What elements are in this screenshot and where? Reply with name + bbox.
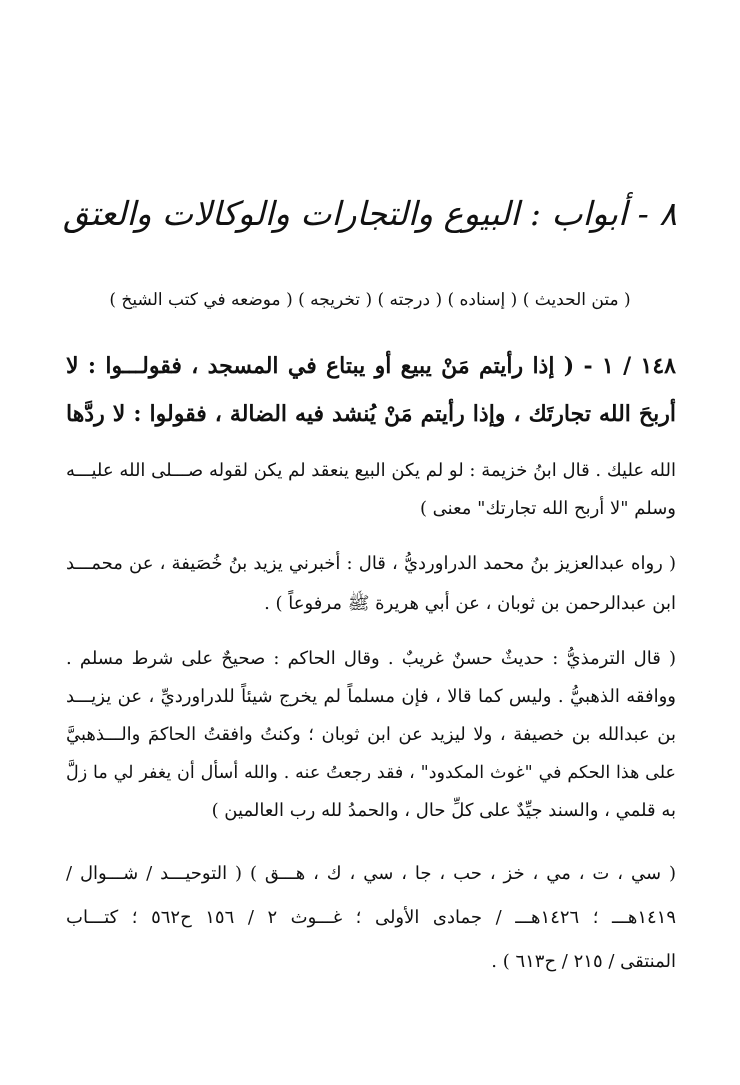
grading-line: ووافقه الذهبيُّ . وليس كما قالا ، فإن مسلماً لم يخرج شيئاً للدراورديِّ ، عن يزيـــد bbox=[66, 686, 676, 707]
chapter-title: ٨ - أبواب : البيوع والتجارات والوكالات والعتق bbox=[62, 194, 677, 233]
hadith-note-line: الله عليك . قال ابنُ خزيمة : لو لم يكن البيع ينعقد لم يكن لقوله صـــلى الله عليـــه bbox=[66, 460, 676, 481]
grading-line: ( قال الترمذيُّ : حديثٌ حسنٌ غريبٌ . وقال الحاكم : صحيحٌ على شرط مسلم . bbox=[66, 648, 676, 669]
grading-line: به قلمي ، والسند جيِّدٌ على كلِّ حال ، والحمدُ لله رب العالمين ) bbox=[211, 800, 676, 821]
column-legend: ( متن الحديث ) ( إسناده ) ( درجته ) ( تخريجه ) ( موضعه في كتب الشيخ ) bbox=[109, 290, 631, 310]
hadith-text bbox=[66, 342, 676, 438]
narration-line: ابن عبدالرحمن بن ثوبان ، عن أبي هريرة ﷺ مرفوعاً ) . bbox=[264, 593, 676, 614]
hadith-text-line: أربحَ الله تجارتَك ، وإذا رأيتم مَنْ يُنشد فيه الضالة ، فقولوا : لا ردَّها bbox=[66, 401, 676, 427]
reference-line: ١٤١٩هـــ ؛ ١٤٢٦هـــ / جمادى الأولى ؛ غـــوث ٢ / ١٥٦ ح٥٦٢ ؛ كتـــاب bbox=[66, 907, 676, 928]
reference-line: المنتقى / ٢١٥ / ح٦١٣ ) . bbox=[491, 951, 676, 972]
grading-line: على هذا الحكم في "غوث المكدود" ، فقد رجعتُ عنه . والله أسأل أن يغفر لي ما زلَّ bbox=[66, 763, 676, 783]
hadith-references bbox=[66, 852, 676, 984]
narration-line: ( رواه عبدالعزيز بنُ محمد الدراورديُّ ، قال : أخبرني يزيد بنُ خُصَيفة ، عن محمـــد bbox=[66, 553, 676, 574]
reference-line: ( سي ، ت ، مي ، خز ، حب ، جا ، سي ، ك ، هـــق ) ( التوحيـــد / شـــوال / bbox=[66, 863, 676, 884]
hadith-note-line: وسلم "لا أربح الله تجارتك" معنى ) bbox=[419, 498, 676, 519]
grading-line: بن عبدالله بن خصيفة ، ولا ليزيد عن ابن ثوبان ؛ وكنتُ وافقتُ الحاكمَ والـــذهبيَّ bbox=[66, 724, 676, 745]
hadith-text-line: ١٤٨ / ١ - ( إذا رأيتم مَنْ يبيع أو يبتاع في المسجد ، فقولـــوا : لا bbox=[66, 353, 676, 379]
hadith-narration bbox=[66, 544, 676, 624]
hadith-grading bbox=[66, 640, 676, 830]
hadith-note bbox=[66, 452, 676, 528]
